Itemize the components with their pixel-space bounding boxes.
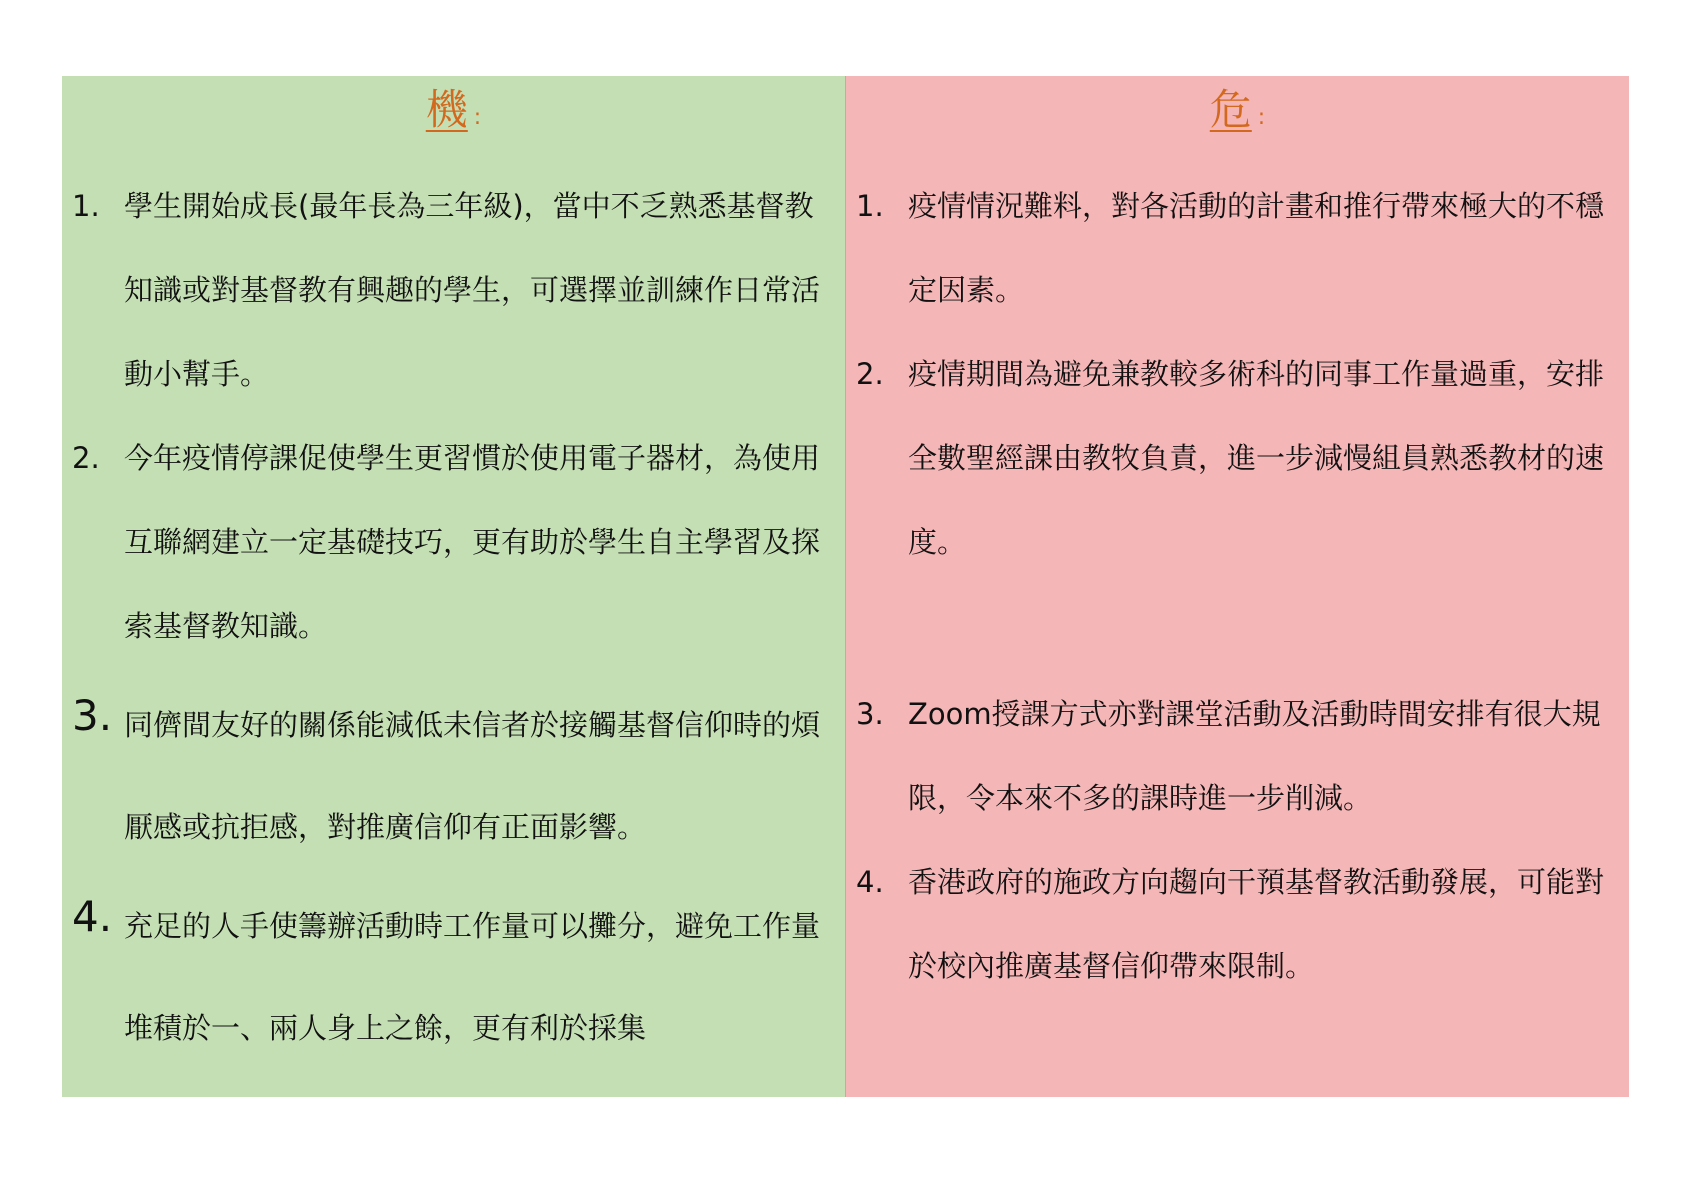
opportunities-heading-char: 機: [425, 85, 468, 134]
threat-item-1-text: 疫情情況難料，對各活動的計畫和推行帶來極大的不穩定因素。: [908, 189, 1605, 307]
opportunities-panel: [62, 76, 845, 1097]
threat-item-4: [856, 840, 1628, 1008]
threats-heading-colon: :: [1257, 105, 1266, 130]
opportunity-item-2-number: 2.: [72, 441, 100, 475]
opportunity-item-2-text: 今年疫情停課促使學生更習慣於使用電子器材，為使用互聯網建立一定基礎技巧，更有助於學生自主學習及探索基督教知識。: [124, 441, 821, 643]
opportunity-item-3-number: 3.: [72, 691, 113, 740]
threats-panel: [845, 76, 1629, 1097]
threat-item-4-text: 香港政府的施政方向趨向干預基督教活動發展，可能對於校內推廣基督信仰帶來限制。: [908, 865, 1605, 983]
threat-item-2-text: 疫情期間為避免兼教較多術科的同事工作量過重，安排全數聖經課由教牧負責，進一步減慢組員熟悉教材的速度。: [908, 357, 1605, 559]
opportunity-item-4: [72, 875, 832, 1079]
opportunities-heading-colon: :: [473, 105, 482, 130]
threat-item-1: [856, 164, 1628, 332]
opportunity-item-4-number: 4.: [72, 892, 113, 941]
opportunity-item-2: [72, 416, 832, 668]
threat-item-2: [856, 332, 1628, 584]
opportunity-item-3-text: 同儕間友好的關係能減低未信者於接觸基督信仰時的煩厭感或抗拒感，對推廣信仰有正面影響。: [124, 708, 821, 844]
opportunity-item-4-text: 充足的人手使籌辦活動時工作量可以攤分，避免工作量堆積於一、兩人身上之餘，更有利於採集: [124, 909, 821, 1045]
opportunities-heading: [62, 84, 845, 144]
threat-item-2-number: 2.: [856, 357, 884, 391]
opportunity-item-1-number: 1.: [72, 189, 100, 223]
threats-heading-char: 危: [1209, 85, 1252, 134]
opportunity-item-1-text: 學生開始成長(最年長為三年級)，當中不乏熟悉基督教知識或對基督教有興趣的學生，可選擇並訓練作日常活動小幫手。: [124, 189, 821, 391]
threat-item-4-number: 4.: [856, 865, 884, 899]
threat-item-1-number: 1.: [856, 189, 884, 223]
threat-item-3-number: 3.: [856, 697, 884, 731]
threat-item-3: [856, 672, 1628, 840]
threat-item-3-text: Zoom授課方式亦對課堂活動及活動時間安排有很大規限，令本來不多的課時進一步削減。: [908, 697, 1601, 815]
opportunity-item-3: [72, 674, 832, 878]
opportunity-item-1: [72, 164, 832, 416]
threats-heading: [846, 84, 1629, 144]
